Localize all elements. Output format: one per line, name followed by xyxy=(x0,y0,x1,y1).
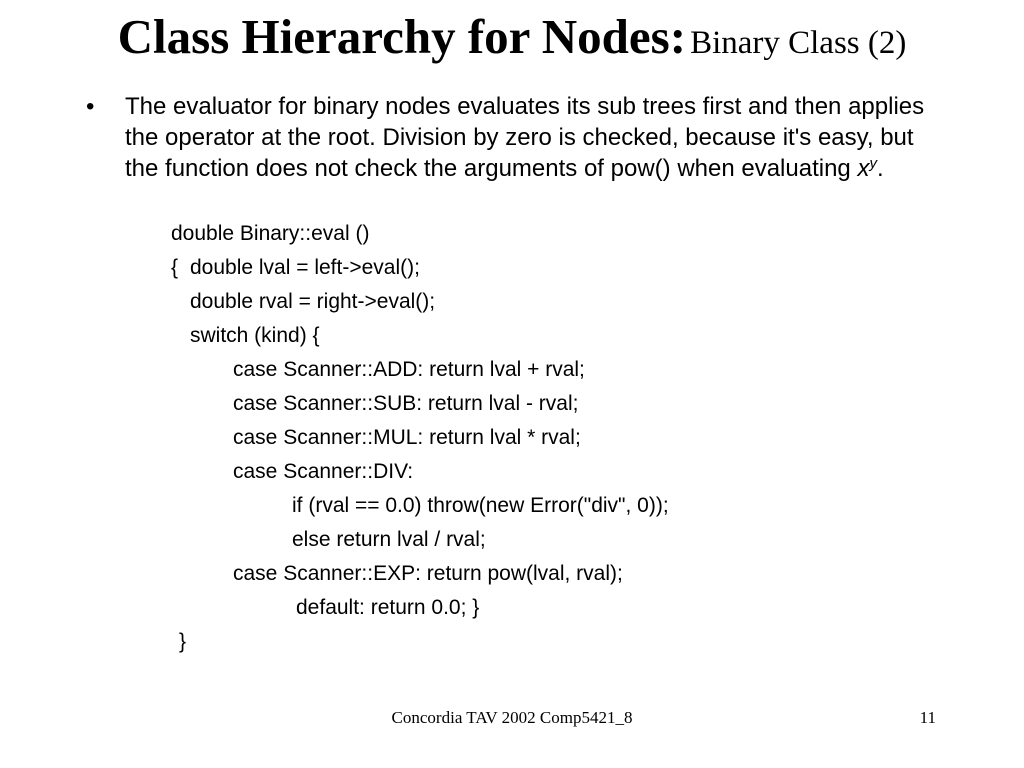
bullet-end: . xyxy=(876,155,884,182)
code-line-default: default: return 0.0; } xyxy=(296,596,480,619)
bullet-text xyxy=(125,91,945,184)
bullet-body: The evaluator for binary nodes evaluates its sub trees first and then applies the operator at the root. Division by zero is checked, because it's easy, but the function does not check the arguments of pow() when evaluating xyxy=(125,93,925,182)
title-subtitle: Binary Class (2) xyxy=(690,25,907,61)
code-brace-close: } xyxy=(179,630,187,653)
code-line-case-sub: case Scanner::SUB: return lval - rval; xyxy=(233,392,579,415)
math-base: x xyxy=(857,155,870,182)
code-line-rval: double rval = right->eval(); xyxy=(190,290,436,313)
code-line-div-check: if (rval == 0.0) throw(new Error("div", 0)); xyxy=(292,494,669,517)
code-brace-open: { xyxy=(171,256,179,279)
code-line-case-mul: case Scanner::MUL: return lval * rval; xyxy=(233,426,581,449)
bullet-marker: • xyxy=(86,93,95,120)
math-exponent: y xyxy=(869,155,877,172)
code-line-signature: double Binary::eval () xyxy=(171,222,370,245)
code-line-case-div: case Scanner::DIV: xyxy=(233,460,414,483)
code-line-switch: switch (kind) { xyxy=(190,324,320,347)
footer-page-number: 11 xyxy=(919,708,936,727)
slide-title xyxy=(0,8,1024,78)
code-line-lval: double lval = left->eval(); xyxy=(190,256,420,279)
code-line-div-return: else return lval / rval; xyxy=(292,528,486,551)
code-line-case-add: case Scanner::ADD: return lval + rval; xyxy=(233,358,585,381)
code-line-case-exp: case Scanner::EXP: return pow(lval, rval); xyxy=(233,562,623,585)
footer-course: Concordia TAV 2002 Comp5421_8 xyxy=(391,708,633,727)
title-main: Class Hierarchy for Nodes: xyxy=(117,9,687,64)
